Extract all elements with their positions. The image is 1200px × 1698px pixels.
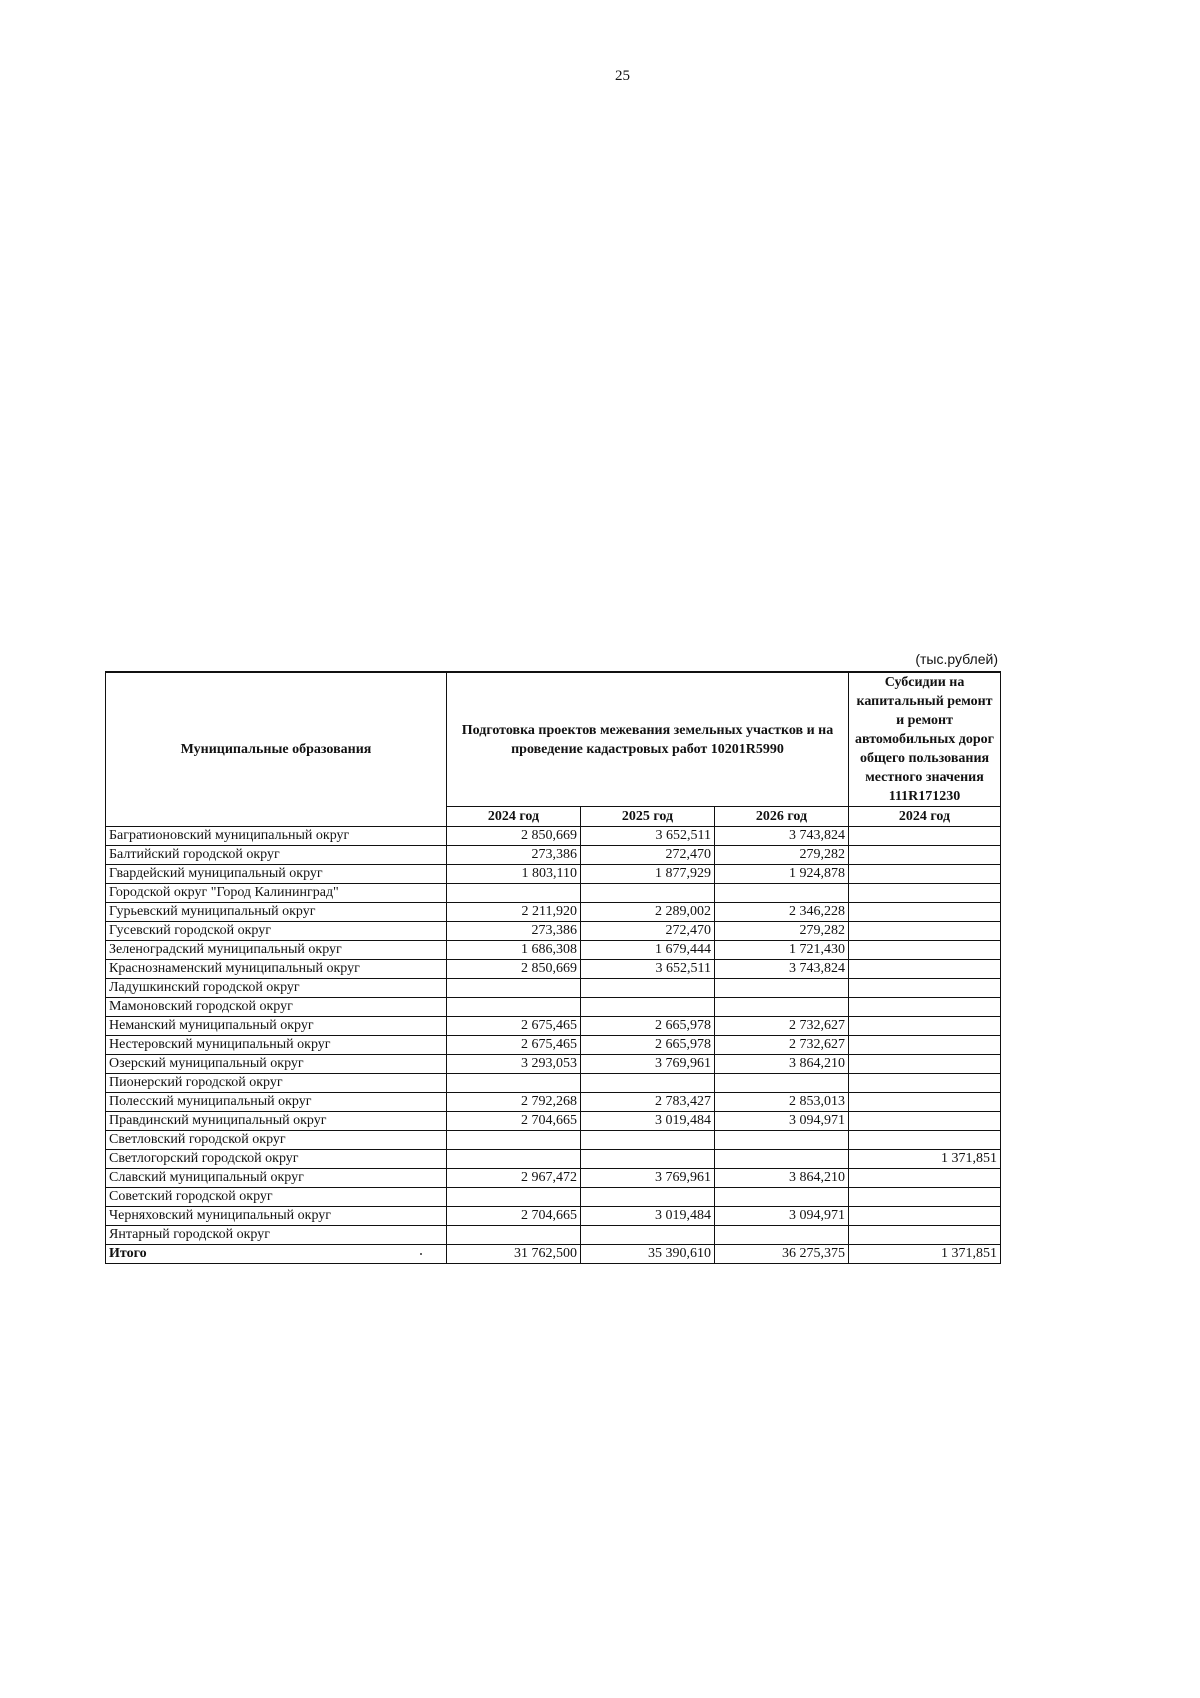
survey-2025-value: 3 652,511 bbox=[581, 827, 715, 846]
survey-2025-value bbox=[581, 998, 715, 1017]
survey-2024-value bbox=[447, 1074, 581, 1093]
table-row bbox=[106, 1188, 1001, 1207]
year-header-survey-2025: 2025 год bbox=[581, 807, 715, 827]
roads-2024-value bbox=[849, 827, 1001, 846]
roads-2024-value bbox=[849, 1188, 1001, 1207]
survey-2024-value bbox=[447, 979, 581, 998]
table-row bbox=[106, 1169, 1001, 1188]
table-row bbox=[106, 1112, 1001, 1131]
survey-2024-value: 2 850,669 bbox=[447, 960, 581, 979]
table-row bbox=[106, 941, 1001, 960]
table-row bbox=[106, 1074, 1001, 1093]
roads-2024-value bbox=[849, 865, 1001, 884]
municipality-name: Черняховский муниципальный округ bbox=[106, 1207, 447, 1226]
survey-2025-value: 272,470 bbox=[581, 922, 715, 941]
survey-2026-value: 3 864,210 bbox=[715, 1055, 849, 1074]
municipality-name: Балтийский городской округ bbox=[106, 846, 447, 865]
municipality-name: Зеленоградский муниципальный округ bbox=[106, 941, 447, 960]
survey-2026-value bbox=[715, 979, 849, 998]
year-header-survey-2026: 2026 год bbox=[715, 807, 849, 827]
survey-2025-value bbox=[581, 1188, 715, 1207]
survey-2026-value bbox=[715, 1188, 849, 1207]
municipality-name: Правдинский муниципальный округ bbox=[106, 1112, 447, 1131]
year-header-roads-2024: 2024 год bbox=[849, 807, 1001, 827]
municipality-name: Ладушкинский городской округ bbox=[106, 979, 447, 998]
municipality-name: Городской округ "Город Калининград" bbox=[106, 884, 447, 903]
roads-2024-value bbox=[849, 998, 1001, 1017]
survey-2024-value bbox=[447, 1188, 581, 1207]
table-body bbox=[106, 827, 1001, 1264]
survey-2025-value bbox=[581, 979, 715, 998]
survey-2025-value: 3 019,484 bbox=[581, 1112, 715, 1131]
roads-2024-value bbox=[849, 884, 1001, 903]
total-survey-2024-value: 31 762,500 bbox=[447, 1245, 581, 1264]
survey-2026-value: 3 743,824 bbox=[715, 827, 849, 846]
roads-2024-value bbox=[849, 1055, 1001, 1074]
roads-2024-value bbox=[849, 1074, 1001, 1093]
municipality-name: Озерский муниципальный округ bbox=[106, 1055, 447, 1074]
table-row bbox=[106, 960, 1001, 979]
survey-2026-value bbox=[715, 1131, 849, 1150]
roads-2024-value bbox=[849, 903, 1001, 922]
survey-2026-value bbox=[715, 1226, 849, 1245]
budget-table bbox=[105, 671, 1001, 1264]
survey-2025-value bbox=[581, 1131, 715, 1150]
roads-2024-value bbox=[849, 1169, 1001, 1188]
municipality-name: Янтарный городской округ bbox=[106, 1226, 447, 1245]
survey-2026-value bbox=[715, 1150, 849, 1169]
municipality-name: Нестеровский муниципальный округ bbox=[106, 1036, 447, 1055]
survey-2024-value: 273,386 bbox=[447, 846, 581, 865]
table-row bbox=[106, 1017, 1001, 1036]
total-roads-2024-value: 1 371,851 bbox=[849, 1245, 1001, 1264]
survey-group-header: Подготовка проектов межевания земельных участков и на проведение кадастровых работ 10201R5990 bbox=[447, 672, 849, 807]
survey-2024-value: 2 850,669 bbox=[447, 827, 581, 846]
municipality-name: Багратионовский муниципальный округ bbox=[106, 827, 447, 846]
table-row bbox=[106, 903, 1001, 922]
municipality-name: Светловский городской округ bbox=[106, 1131, 447, 1150]
survey-2024-value: 1 803,110 bbox=[447, 865, 581, 884]
roads-2024-value bbox=[849, 1226, 1001, 1245]
total-row bbox=[106, 1245, 1001, 1264]
table-row bbox=[106, 846, 1001, 865]
survey-2024-value: 1 686,308 bbox=[447, 941, 581, 960]
roads-group-header: Субсидии на капитальный ремонт и ремонт автомобильных дорог общего пользования местного значения 111R171230 bbox=[849, 672, 1001, 807]
table-row bbox=[106, 922, 1001, 941]
municipality-name: Советский городской округ bbox=[106, 1188, 447, 1207]
survey-2025-value: 3 019,484 bbox=[581, 1207, 715, 1226]
survey-2025-value bbox=[581, 1150, 715, 1169]
survey-2024-value: 2 967,472 bbox=[447, 1169, 581, 1188]
municipality-name: Мамоновский городской округ bbox=[106, 998, 447, 1017]
roads-2024-value bbox=[849, 846, 1001, 865]
survey-2025-value: 1 679,444 bbox=[581, 941, 715, 960]
table-row bbox=[106, 1226, 1001, 1245]
survey-2026-value: 279,282 bbox=[715, 846, 849, 865]
survey-2026-value: 3 864,210 bbox=[715, 1169, 849, 1188]
survey-2025-value: 3 652,511 bbox=[581, 960, 715, 979]
municipality-name: Светлогорский городской округ bbox=[106, 1150, 447, 1169]
roads-2024-value bbox=[849, 1131, 1001, 1150]
survey-2025-value: 2 289,002 bbox=[581, 903, 715, 922]
roads-2024-value bbox=[849, 922, 1001, 941]
survey-2026-value: 1 924,878 bbox=[715, 865, 849, 884]
roads-2024-value bbox=[849, 979, 1001, 998]
survey-2024-value bbox=[447, 1226, 581, 1245]
table-row bbox=[106, 1036, 1001, 1055]
roads-2024-value bbox=[849, 941, 1001, 960]
survey-2026-value: 2 853,013 bbox=[715, 1093, 849, 1112]
roads-2024-value: 1 371,851 bbox=[849, 1150, 1001, 1169]
survey-2026-value: 1 721,430 bbox=[715, 941, 849, 960]
total-survey-2025-value: 35 390,610 bbox=[581, 1245, 715, 1264]
survey-2026-value: 279,282 bbox=[715, 922, 849, 941]
survey-2026-value: 2 346,228 bbox=[715, 903, 849, 922]
survey-2024-value bbox=[447, 1150, 581, 1169]
table-row bbox=[106, 979, 1001, 998]
table-row bbox=[106, 884, 1001, 903]
survey-2024-value: 2 704,665 bbox=[447, 1207, 581, 1226]
table-row bbox=[106, 827, 1001, 846]
table-row bbox=[106, 1131, 1001, 1150]
page-number: 25 bbox=[615, 68, 630, 84]
survey-2024-value: 3 293,053 bbox=[447, 1055, 581, 1074]
survey-2025-value: 2 783,427 bbox=[581, 1093, 715, 1112]
roads-2024-value bbox=[849, 1036, 1001, 1055]
roads-2024-value bbox=[849, 1207, 1001, 1226]
table-row bbox=[106, 998, 1001, 1017]
table-row bbox=[106, 1055, 1001, 1074]
survey-2026-value: 2 732,627 bbox=[715, 1017, 849, 1036]
survey-2026-value bbox=[715, 998, 849, 1017]
survey-2026-value: 3 094,971 bbox=[715, 1112, 849, 1131]
survey-2025-value: 3 769,961 bbox=[581, 1055, 715, 1074]
survey-2024-value bbox=[447, 884, 581, 903]
survey-2024-value: 2 704,665 bbox=[447, 1112, 581, 1131]
table-row bbox=[106, 1207, 1001, 1226]
survey-2025-value: 2 665,978 bbox=[581, 1017, 715, 1036]
stray-dot-mark bbox=[420, 1253, 422, 1255]
survey-2025-value: 272,470 bbox=[581, 846, 715, 865]
survey-2025-value bbox=[581, 1074, 715, 1093]
survey-2025-value bbox=[581, 1226, 715, 1245]
table-row bbox=[106, 865, 1001, 884]
roads-2024-value bbox=[849, 1112, 1001, 1131]
municipality-name: Гусевский городской округ bbox=[106, 922, 447, 941]
roads-2024-value bbox=[849, 960, 1001, 979]
municipality-name: Краснознаменский муниципальный округ bbox=[106, 960, 447, 979]
survey-2024-value: 2 792,268 bbox=[447, 1093, 581, 1112]
units-note: (тыс.рублей) bbox=[915, 651, 998, 667]
table-row bbox=[106, 1150, 1001, 1169]
survey-2026-value bbox=[715, 1074, 849, 1093]
year-header-survey-2024: 2024 год bbox=[447, 807, 581, 827]
municipality-name: Пионерский городской округ bbox=[106, 1074, 447, 1093]
roads-2024-value bbox=[849, 1093, 1001, 1112]
municipality-name: Гвардейский муниципальный округ bbox=[106, 865, 447, 884]
survey-2025-value bbox=[581, 884, 715, 903]
municipality-name: Неманский муниципальный округ bbox=[106, 1017, 447, 1036]
total-survey-2026-value: 36 275,375 bbox=[715, 1245, 849, 1264]
roads-2024-value bbox=[849, 1017, 1001, 1036]
survey-2024-value bbox=[447, 1131, 581, 1150]
survey-2026-value: 2 732,627 bbox=[715, 1036, 849, 1055]
survey-2024-value: 2 675,465 bbox=[447, 1017, 581, 1036]
municipality-column-header: Муниципальные образования bbox=[106, 672, 447, 827]
survey-2026-value: 3 743,824 bbox=[715, 960, 849, 979]
survey-2025-value: 2 665,978 bbox=[581, 1036, 715, 1055]
table-header bbox=[106, 672, 1001, 827]
survey-2026-value: 3 094,971 bbox=[715, 1207, 849, 1226]
total-label: Итого bbox=[109, 1246, 147, 1261]
municipality-name: Гурьевский муниципальный округ bbox=[106, 903, 447, 922]
total-municipality-name bbox=[106, 1245, 447, 1264]
survey-2024-value: 273,386 bbox=[447, 922, 581, 941]
survey-2024-value: 2 211,920 bbox=[447, 903, 581, 922]
survey-2025-value: 1 877,929 bbox=[581, 865, 715, 884]
municipality-name: Полесский муниципальный округ bbox=[106, 1093, 447, 1112]
survey-2024-value bbox=[447, 998, 581, 1017]
survey-2024-value: 2 675,465 bbox=[447, 1036, 581, 1055]
municipality-name: Славский муниципальный округ bbox=[106, 1169, 447, 1188]
survey-2025-value: 3 769,961 bbox=[581, 1169, 715, 1188]
table-row bbox=[106, 1093, 1001, 1112]
survey-2026-value bbox=[715, 884, 849, 903]
